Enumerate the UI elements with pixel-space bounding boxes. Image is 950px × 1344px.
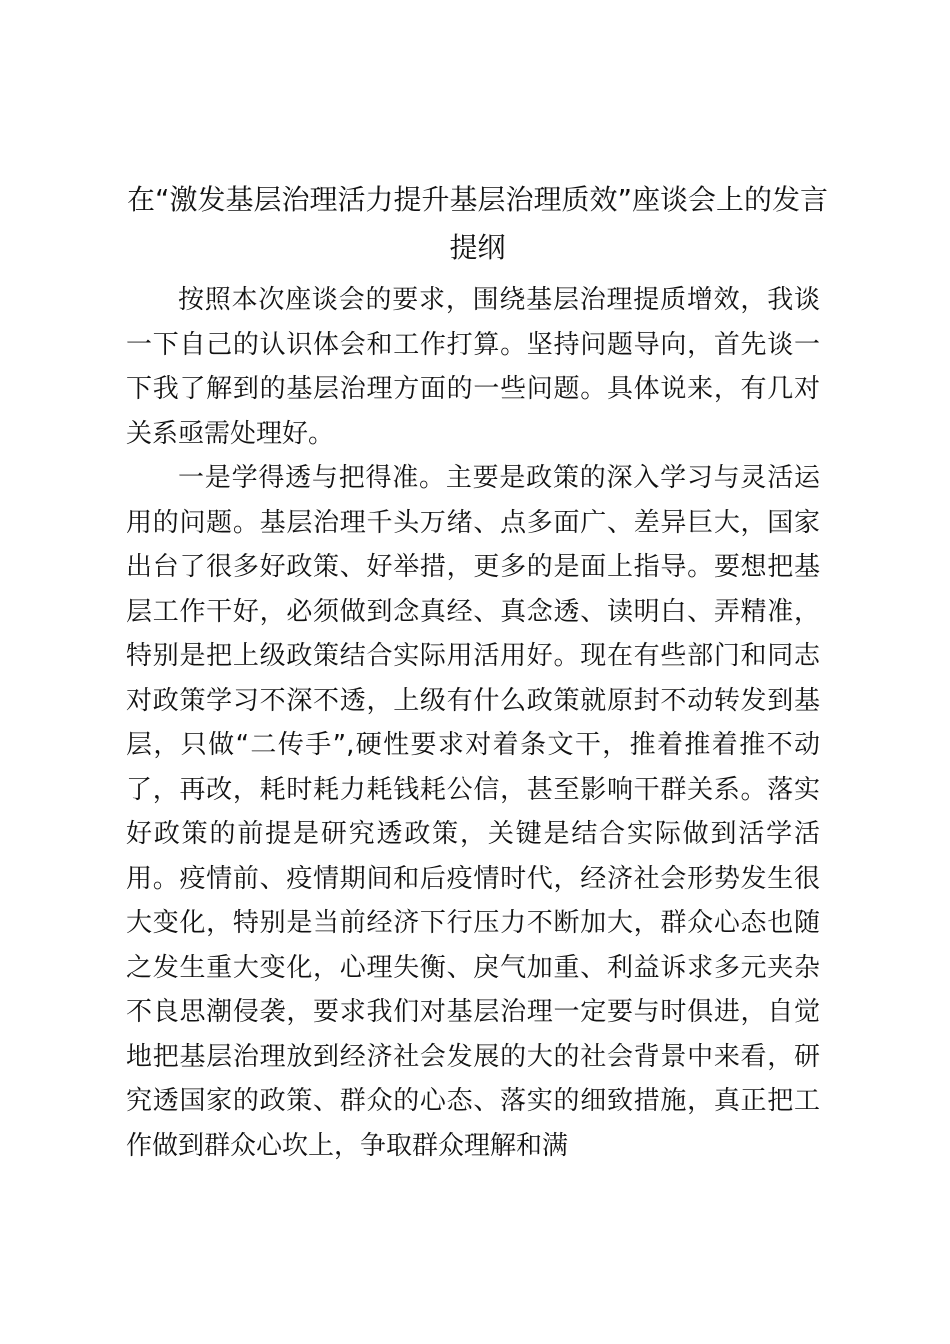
paragraph-intro: 按照本次座谈会的要求，围绕基层治理提质增效，我谈一下自己的认识体会和工作打算。坚持问题导向，首先谈一下我了解到的基层治理方面的一些问题。具体说来，有几对关系亟需处理好。 — [126, 285, 820, 449]
document-title: 在“激发基层治理活力提升基层治理质效”座谈会上的发言提纲 — [126, 183, 828, 264]
paragraph-point-one: 一是学得透与把得准。主要是政策的深入学习与灵活运用的问题。基层治理千头万绪、点多面广、差异巨大，国家出台了很多好政策、好举措，更多的是面上指导。要想把基层工作干好，必须做到念真经、真念透、读明白、弄精准，特别是把上级政策结合实际用活用好。现在有些部门和同志对政策学习不深不透，上级有什么政策就原封不动转发到基层，只做“二传手”,硬性要求对着条文干，推着推着推不动了，再改，耗时耗力耗钱耗公信，甚至影响干群关系。落实好政策的前提是研究透政策，关键是结合实际做到活学活用。疫情前、疫情期间和后疫情时代，经济社会形势发生很大变化，特别是当前经济下行压力不断加大，群众心态也随之发生重大变化，心理失衡、戾气加重、利益诉求多元夹杂不良思潮侵袭，要求我们对基层治理一定要与时俱进，自觉地把基层治理放到经济社会发展的大的社会背景中来看，研究透国家的政策、群众的心态、落实的细致措施，真正把工作做到群众心坎上，争取群众理解和满 — [126, 463, 820, 1161]
document-body — [126, 278, 820, 1168]
